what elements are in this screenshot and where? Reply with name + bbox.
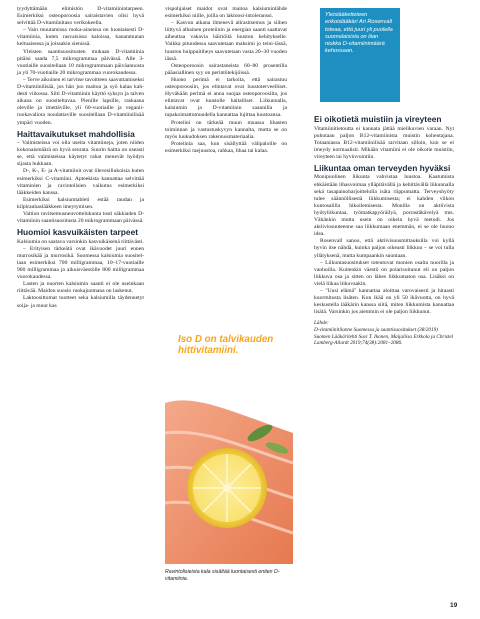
paragraph: Rosenvall sanoo, että aktiivisuusmittauksilla voi kyllä hyvin itse nähdä, kuinka paljon oikeasti liikkuu – se voi tulla yllätyksenä, mutta kumpaankin suuntaan. (314, 238, 454, 259)
paragraph: – Terve aikuinen ei tarvitse tavoitteen saavuttamiseksi D-vitamiinilisää, jos hän juo maitoa ja syö kalaa kahdesti viikossa. Silti D-vitamiinin käyttö syksyn ja talven aikana on suositeltavaa. Pienille lapsille, raskaana oleville ja imettäville, yli 60-vuotiaille ja veganiiruokavaliota noudattaville suositellaan D-vitamiinilisää ympäri vuoden. (17, 76, 144, 126)
fish-lemon-photo (165, 283, 293, 564)
paragraph: Monipuolinen liikunta vahvistaa luustoa. Kaatumista ehkäistään lihasvoimaa ylläpitävällä ja kehittävällä liikunnalla sekä tasapainoharjoittelulla isäta riippumatta. Terveyshyöty tulee säännöllisestä liikkumisesta; ei kahden viikon kuntosalilla hikoilemisesta. Monilla on aktiivista hyötyliikuntaa, työmatkapyöräilyä, porrastäkävelyä tms. Vähänkin mutta usein on oikein hyvä metodi. Jos aktiiviosuuteenne saa liikkumaan enemmän, ei se ole huono idea. (314, 174, 454, 238)
source-citation: D-vitamiinitilanne Suomessa ja saantisuositukset (38/2019) Suomen Lääkärilehti Suvi T. Ikonen, Maijaliisa Erkkola ja Christel Lamberg-Allardt 2019;74(38):2081–2086. (314, 327, 454, 347)
section-heading: Haittavaikutukset mahdollisia (17, 128, 135, 139)
paragraph: Proteiini on tärkeää muun muassa lihasten toiminnan ja vastustuskyvyn kannalta, mutta se on myös luukudoksen rakennusmateriaalia. (165, 119, 287, 140)
fish-lemon-illustration (165, 283, 293, 564)
article-column-3 (314, 112, 454, 347)
source-label: Lähde: (314, 320, 329, 327)
quote-box: Yleislääketieteen erikoislääkäri Ari Rosenvall toteaa, että juuri yli puolella suomalaisista on liian niukka D-vitamiinimäärä kehossaan. (320, 8, 400, 102)
section-heading: Liikuntaa oman terveyden hyväksi (314, 162, 451, 173)
paragraph: tyydyttämään elimistön D-vitamiinintarpeen. Esimerkiksi osteoporoosia sairaistavien olisi hyvä selvittää D-vitamiinitaso verikokeella. (17, 6, 144, 27)
paragraph: Lasten ja nuorten kalsiumin saanti ei ole useinkaan riittävää. Maidon suosio ruokajuomana on laskenut. (17, 281, 144, 295)
paragraph: – Kasvun aikana ilmenevä alirasitsemus ja siihen liittyvä alhainen proteiinin ja energian saanti saattavat aiheuttaa vakavia häiriöitä luuston kehitykselle. Vaikka pituudessa saavutetaan maksimi jo teini-iässä, luuston huippuitiheys saavutetaan vasta 20–30 vuoden iässä. (165, 20, 287, 62)
paragraph: Osteoporoosin sairastaneista 60–80 prosentilla pääasiallinen syy on perintötekijöissä. (165, 62, 287, 76)
paragraph: – Vain muutamissa ruoka-aineissa on luontaisesti D-vitamiinia, kuten rasvaisissa kaloissa, kananmunan keltuaisessa ja joissakin sienissä. (17, 27, 144, 48)
paragraph: Vitamiinitietoutta ei kannata jättää mielikuvien varaan. Nyt puhutaan paljon B12-vitamiinista muistin kohentajana. Totaaniassa B12-vitamiinilisää tarvitaan silloin, kun se ei imeydy normaalisti. Mikään vitamiini ei ole oikotie muistiin, vireyteen tai hyvinvointiin. (314, 125, 454, 160)
paragraph: D-, K-, E- ja A-vitamiinit ovat ölevesiliukoisia kuten esimerkiksi C-vitamiini. Apteekista kannattaa selvittää vitaminien ja ravintolisien vaikutus esimerkiksi lääkkeiden kanssa. (17, 168, 144, 196)
page-number: 19 (450, 602, 458, 609)
paragraph: Proteiinia saa, kun sisällyttää välipaloille on esimerkiksi raejuustoa, rahkaa, lihaa tai kalaa. (165, 140, 287, 154)
paragraph: – Erityisen tärkeätä ovat ikävuodet juuri ennen murrosikää ja murrosikä. Suomessa kalsiumia suositellaan esimerkiksi 700 milligrammaa, 10–17-vuotiaille 900 milligrammaa ja aikuisväestölle 800 milligrammaa vuorokaudessa. (17, 245, 144, 281)
paragraph: Yleisten saantisuositusten mukaan D-vitamiinia pitäisi saada 7,5 mikrogrammaa päivässä. Alle 3-vuotiaille suositellaan 10 mikrogrammaan päiväannosta ja yli 70-vuotiaille 20 mikrogrammaa vuorokaudessa. (17, 48, 144, 76)
paragraph: Huono perimä ei tarkoita, että sairastuu osteoporoosiin, jos elintavat ovat luustoterveelliset. Hyväkään perimä ei anna suojaa osteoporoosilta, jos elintavat ovat luustolle haitalliset. Liikunnalla, kalsiumin ja D-vitamiinin saannilla ja tupakoimattomuudella kannattaa lujittaa luustoansa. (165, 76, 287, 119)
paragraph: Valtion ravitsemusneuvottelukunta tosti säkkiaden D-vitamiinin saantisuositusta 20 mikrogrammaan päivässä. (17, 211, 144, 225)
paragraph: Esimerkiksi kalsiumtableti estää raudan ja kilpirauhaslääkkeen imeytymisen. (17, 196, 144, 210)
paragraph: – Liikuntasuositukset toteutuvat monien osalta nuorilla ja vanhoilla. Kuitenkin väestö on polarisoitunut eli on paljon liikkuva osa ja sitten on lähes liikkumaton osa. Lisäksi on vielä liikaa liikuvaakin. (314, 259, 454, 287)
article-column-1 (17, 6, 144, 310)
photo-caption: Ravintolisieista kala sisältää luontaisesti eniten D-vitamiinia. (165, 569, 280, 582)
paragraph: Laktoosittomat tuotteet seka kalsiumilla täydennetyt soija- ja muut kas (17, 295, 144, 309)
article-column-2 (165, 6, 287, 155)
paragraph: – "Uusi elämä" kannattaa aloittaa varovaisesti ja hitaasti kuormitusta lisäten. Kun ikää on yli 50 ikävuotta, on hyvä keskustella lääkärin kanssa siitä, miten liikkumista kannattaa lisätä. Varsinkin jos aiemmin ei ole paljon liikkunut. (314, 287, 454, 316)
section-heading: Huomioi kasvuikäisten tarpeet (17, 227, 139, 238)
section-heading: Ei oikotietä muistiin ja vireyteen (314, 114, 442, 124)
paragraph: – Valmisteissa voi olla useita vitamiineja, joten niiden kokonaismäärä on hyvä seurata. Suurin haitta on useasti se, että valmisteissa käytetyt rahat menevät hyödyn sijasta hukkaan. (17, 140, 144, 168)
paragraph: Kalsiumia on saatava varsinkin kasvuikäisenä riittävästi. (17, 238, 144, 245)
paragraph: vispohjaiset maidot ovat maitoa kalsiuminlähde esimerkiksi niille, joilla on laktoosi-intoleranssi. (165, 6, 287, 20)
callout-text: Iso D on talvikauden hittivitamiini. (178, 334, 274, 356)
